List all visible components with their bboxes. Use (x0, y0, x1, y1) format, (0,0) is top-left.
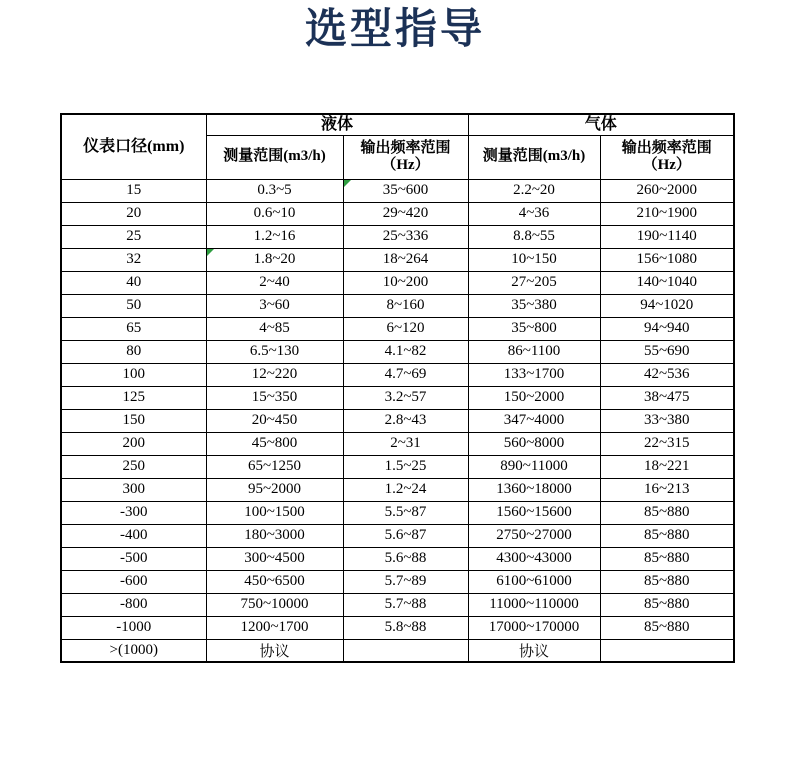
range-value-cell: 1200~1700 (206, 616, 343, 639)
range-value-cell: 6.5~130 (206, 340, 343, 363)
table-row (61, 294, 734, 317)
table-row (61, 179, 734, 202)
range-value-cell: 5.6~87 (343, 524, 468, 547)
range-value-cell: 协议 (468, 639, 600, 662)
col-header-liquid-freq-range (343, 135, 468, 179)
range-value-cell: 4.7~69 (343, 363, 468, 386)
table-row (61, 524, 734, 547)
range-value-cell: 3.2~57 (343, 386, 468, 409)
range-value-cell: 85~880 (600, 593, 734, 616)
range-value-cell: 18~221 (600, 455, 734, 478)
range-value-cell: 0.3~5 (206, 179, 343, 202)
col-group-gas: 气体 (468, 114, 734, 135)
range-value-cell: 85~880 (600, 570, 734, 593)
diameter-cell: 15 (61, 179, 206, 202)
range-value-cell: 6~120 (343, 317, 468, 340)
diameter-cell: -300 (61, 501, 206, 524)
range-value-cell: 4300~43000 (468, 547, 600, 570)
range-value-cell: 0.6~10 (206, 202, 343, 225)
range-value-cell (600, 639, 734, 662)
range-value-cell: 750~10000 (206, 593, 343, 616)
diameter-cell: 20 (61, 202, 206, 225)
table-body (61, 179, 734, 662)
range-value-cell: 25~336 (343, 225, 468, 248)
range-value-cell: 300~4500 (206, 547, 343, 570)
table-row (61, 570, 734, 593)
table-group-header-row (61, 114, 734, 135)
range-value-cell: 347~4000 (468, 409, 600, 432)
table-row (61, 616, 734, 639)
col-header-gas-freq-range (600, 135, 734, 179)
range-value-cell: 12~220 (206, 363, 343, 386)
range-value-cell: 8.8~55 (468, 225, 600, 248)
range-value-cell: 1.8~20 (206, 248, 343, 271)
col-header-liquid-measure-range: 测量范围(m3/h) (206, 135, 343, 179)
diameter-cell: 200 (61, 432, 206, 455)
range-value-cell: 5.5~87 (343, 501, 468, 524)
range-value-cell: 133~1700 (468, 363, 600, 386)
range-value-cell: 95~2000 (206, 478, 343, 501)
range-value-cell: 2.2~20 (468, 179, 600, 202)
col-header-gas-measure-range: 测量范围(m3/h) (468, 135, 600, 179)
range-value-cell: 94~1020 (600, 294, 734, 317)
range-value-cell: 5.8~88 (343, 616, 468, 639)
range-value-cell: 5.7~89 (343, 570, 468, 593)
table-row (61, 363, 734, 386)
table-row (61, 547, 734, 570)
diameter-cell: 300 (61, 478, 206, 501)
cell-corner-marker-icon (344, 180, 351, 187)
range-value-cell: 260~2000 (600, 179, 734, 202)
range-value-cell: 1560~15600 (468, 501, 600, 524)
range-value-cell: 8~160 (343, 294, 468, 317)
range-value-cell: 450~6500 (206, 570, 343, 593)
table-row (61, 340, 734, 363)
diameter-cell: 125 (61, 386, 206, 409)
range-value-cell: 45~800 (206, 432, 343, 455)
range-value-cell: 2~31 (343, 432, 468, 455)
freq-range-label: 输出频率范围 (621, 139, 712, 156)
range-value-cell: 85~880 (600, 547, 734, 570)
table-row (61, 639, 734, 662)
range-value-cell: 16~213 (600, 478, 734, 501)
range-value-cell: 65~1250 (206, 455, 343, 478)
range-value-cell: 140~1040 (600, 271, 734, 294)
range-value-cell: 4.1~82 (343, 340, 468, 363)
range-value-cell: 10~200 (343, 271, 468, 294)
range-value-cell: 85~880 (600, 616, 734, 639)
range-value-cell: 29~420 (343, 202, 468, 225)
cell-corner-marker-icon (207, 249, 214, 256)
range-value-cell: 18~264 (343, 248, 468, 271)
range-value-cell: 85~880 (600, 524, 734, 547)
col-header-diameter: 仪表口径(mm) (61, 114, 206, 179)
diameter-cell: 25 (61, 225, 206, 248)
table-row (61, 432, 734, 455)
range-value-cell: 17000~170000 (468, 616, 600, 639)
freq-range-label: 输出频率范围 (360, 139, 451, 156)
table-row (61, 386, 734, 409)
table-row (61, 225, 734, 248)
range-value-cell: 94~940 (600, 317, 734, 340)
range-value-cell: 4~36 (468, 202, 600, 225)
range-value-cell: 27~205 (468, 271, 600, 294)
range-value-cell: 1360~18000 (468, 478, 600, 501)
diameter-cell: -400 (61, 524, 206, 547)
diameter-cell: -500 (61, 547, 206, 570)
range-value-cell: 86~1100 (468, 340, 600, 363)
range-value-cell: 5.7~88 (343, 593, 468, 616)
table-row (61, 409, 734, 432)
diameter-cell: 80 (61, 340, 206, 363)
range-value-cell: 560~8000 (468, 432, 600, 455)
table-row (61, 478, 734, 501)
range-value-cell: 156~1080 (600, 248, 734, 271)
range-value-cell: 1.2~24 (343, 478, 468, 501)
range-value-cell: 890~11000 (468, 455, 600, 478)
range-value-cell: 15~350 (206, 386, 343, 409)
range-value-cell: 2.8~43 (343, 409, 468, 432)
range-value-cell: 35~800 (468, 317, 600, 340)
range-value-cell: 190~1140 (600, 225, 734, 248)
range-value-cell: 42~536 (600, 363, 734, 386)
diameter-cell: 50 (61, 294, 206, 317)
range-value-cell: 协议 (206, 639, 343, 662)
range-value-cell: 6100~61000 (468, 570, 600, 593)
table-row (61, 317, 734, 340)
diameter-cell: 40 (61, 271, 206, 294)
range-value-cell: 5.6~88 (343, 547, 468, 570)
table-row (61, 248, 734, 271)
table-row (61, 593, 734, 616)
page-title: 选型指导 (304, 5, 485, 52)
range-value-cell: 180~3000 (206, 524, 343, 547)
table-row (61, 271, 734, 294)
range-value-cell: 35~600 (343, 179, 468, 202)
range-value-cell: 22~315 (600, 432, 734, 455)
diameter-cell: 32 (61, 248, 206, 271)
diameter-cell: 65 (61, 317, 206, 340)
range-value-cell: 10~150 (468, 248, 600, 271)
range-value-cell: 100~1500 (206, 501, 343, 524)
range-value-cell: 2750~27000 (468, 524, 600, 547)
range-value-cell: 55~690 (600, 340, 734, 363)
table-row (61, 455, 734, 478)
range-value-cell: 20~450 (206, 409, 343, 432)
table-row (61, 202, 734, 225)
diameter-cell: 250 (61, 455, 206, 478)
range-value-cell: 3~60 (206, 294, 343, 317)
range-value-cell (343, 639, 468, 662)
range-value-cell: 150~2000 (468, 386, 600, 409)
range-value-cell: 85~880 (600, 501, 734, 524)
range-value-cell: 33~380 (600, 409, 734, 432)
freq-unit-label: （Hz） (381, 157, 430, 173)
range-value-cell: 35~380 (468, 294, 600, 317)
range-value-cell: 11000~110000 (468, 593, 600, 616)
diameter-cell: -1000 (61, 616, 206, 639)
range-value-cell: 4~85 (206, 317, 343, 340)
diameter-cell: >(1000) (61, 639, 206, 662)
selection-guide-table (60, 113, 735, 663)
table-row (61, 501, 734, 524)
diameter-cell: 100 (61, 363, 206, 386)
diameter-cell: 150 (61, 409, 206, 432)
diameter-cell: -600 (61, 570, 206, 593)
range-value-cell: 1.5~25 (343, 455, 468, 478)
range-value-cell: 38~475 (600, 386, 734, 409)
freq-unit-label: （Hz） (642, 157, 691, 173)
range-value-cell: 1.2~16 (206, 225, 343, 248)
range-value-cell: 210~1900 (600, 202, 734, 225)
range-value-cell: 2~40 (206, 271, 343, 294)
col-group-liquid: 液体 (206, 114, 468, 135)
diameter-cell: -800 (61, 593, 206, 616)
